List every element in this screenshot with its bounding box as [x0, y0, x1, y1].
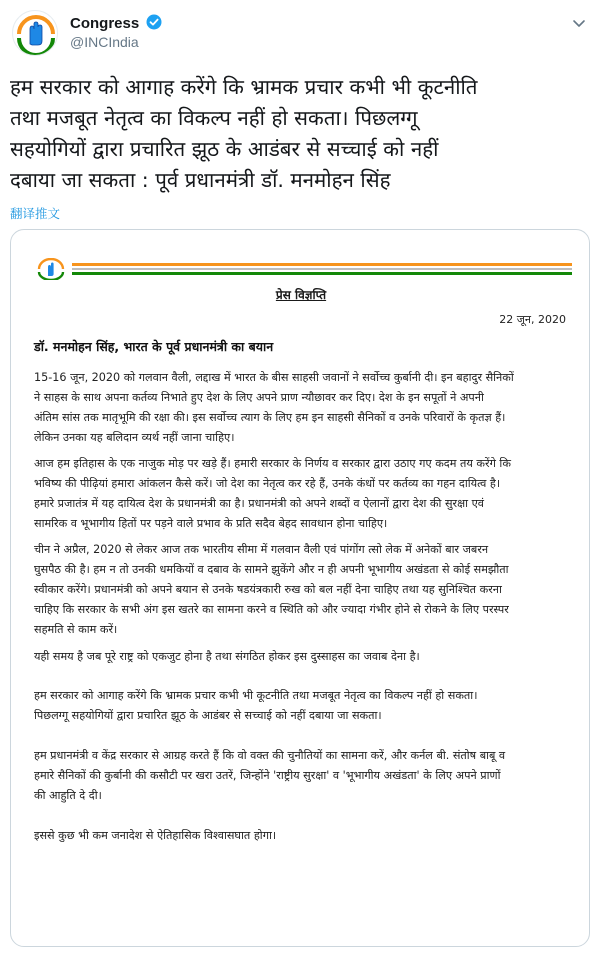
paragraph-line: यही समय है जब पूरे राष्ट्र को एकजुट होना है तथा संगठित होकर इस दुस्साहस का जवाब देना है। [34, 650, 420, 663]
tweet-header [10, 8, 590, 64]
grey-stripe [72, 268, 572, 270]
paragraph-line: सहमति से काम करें। [34, 623, 118, 636]
display-name-text[interactable]: Congress [70, 15, 140, 32]
paragraph-line: पिछलग्गू सहयोगियों द्वारा प्रचारित झूठ के आडंबर से सच्चाई को नहीं दबाया जा सकता। [34, 709, 382, 722]
paragraph-line: भविष्य की पीढ़ियां हमारा आंकलन कैसे करें। जो देश का नेतृत्व कर रहे हैं, उनके कंधों पर कर्तव्य का गहन दायित्व है। [34, 477, 501, 490]
paragraph-line: की आहुति दे दी। [34, 789, 102, 802]
paragraph-line: ने साहस के साथ अपना कर्तव्य निभाते हुए देश के लिए अपने प्राण न्यौछावर कर दिए। देश के इन सपूतों ने अपनी [34, 391, 484, 404]
paragraph-line: इससे कुछ भी कम जनादेश से ऐतिहासिक विश्वासघात होगा। [34, 829, 277, 842]
paragraph-line: हम प्रधानमंत्री व केंद्र सरकार से आग्रह करते हैं कि वो वक्त की चुनौतियों का सामना करें, और कर्नल बी. संतोष बाबू व [34, 749, 506, 762]
paragraph-line: सामरिक व भूभागीय हितों पर पड़ने वाले प्रभाव के प्रति सदैव बेहद सावधान होना चाहिए। [34, 517, 388, 530]
display-name[interactable] [70, 14, 162, 34]
press-release-title: प्रेस विज्ञप्ति [275, 288, 327, 302]
paragraph-line: 15-16 जून, 2020 को गलवान वैली, लद्दाख में भारत के बीस साहसी जवानों ने सर्वोच्च कुर्बानी दी। इन बहादुर सैनिकों [34, 371, 514, 384]
paragraph-5 [34, 686, 570, 726]
paragraph-line: हम सरकार को आगाह करेंगे कि भ्रामक प्रचार कभी भी कूटनीति तथा मजबूत नेतृत्व का विकल्प नहीं हो सकता। [34, 689, 478, 702]
chevron-down-icon[interactable] [570, 14, 588, 32]
translate-tweet-link[interactable]: 翻译推文 [10, 206, 61, 221]
tweet-text-line: तथा मजबूत नेतृत्व का विकल्प नहीं हो सकता। पिछलग्गू [10, 106, 418, 130]
paragraph-7 [34, 826, 570, 846]
paragraph-line: चीन ने अप्रैल, 2020 से लेकर आज तक भारतीय सीमा में गलवान वैली एवं पांगोंग त्सो लेक में अनेकों बार जबरन [34, 543, 489, 556]
statement-heading: डॉ. मनमोहन सिंह, भारत के पूर्व प्रधानमंत्री का बयान [34, 339, 274, 354]
paragraph-2 [34, 454, 570, 534]
paragraph-4 [34, 647, 570, 667]
paragraph-line: अंतिम सांस तक मातृभूमि की रक्षा की। इस सर्वोच्च त्याग के लिए हम इन साहसी सैनिकों व उनके परिवारों के कृतज्ञ हैं। [34, 411, 506, 424]
verified-badge-icon [146, 14, 162, 34]
paragraph-line: स्वीकार करेंगे। प्रधानमंत्री को अपने बयान से उनके षडयंत्रकारी रुख को बल नहीं देना चाहिए तथा यह सुनिश्चित करना [34, 583, 502, 596]
paragraph-line: आज हम इतिहास के एक नाजुक मोड़ पर खड़े हैं। हमारी सरकार के निर्णय व सरकार द्वारा उठाए गए कदम तय करेंगे कि [34, 457, 511, 470]
paragraph-1 [34, 368, 570, 448]
tweet-text-line: सहयोगियों द्वारा प्रचारित झूठ के आडंबर से सच्चाई को नहीं [10, 137, 439, 161]
tweet-text-line: हम सरकार को आगाह करेंगे कि भ्रामक प्रचार कभी भी कूटनीति [10, 75, 478, 99]
paragraph-line: घुसपैठ की है। हम न तो उनकी धमकियों व दबाव के सामने झुकेंगे और न ही अपनी भूभागीय अखंडता से कोई समझौता [34, 563, 509, 576]
congress-hand-logo-icon [36, 258, 66, 280]
document-letterhead [30, 258, 572, 280]
account-handle[interactable]: @INCIndia [70, 34, 139, 50]
tweet-text-line: दबाया जा सकता : पूर्व प्रधानमंत्री डॉ. मनमोहन सिंह [10, 168, 391, 192]
paragraph-line: हमारे सैनिकों की कुर्बानी की कसौटी पर खरा उतरें, जिन्होंने 'राष्ट्रीय सुरक्षा' व 'भूभागीय अखंडता' के लिए अपने प्राणों [34, 769, 501, 782]
paragraph-line: हमारे प्रजातंत्र में यह दायित्व देश के प्रधानमंत्री का है। प्रधानमंत्री को अपने शब्दों व ऐलानों द्वारा देश की सुरक्षा एवं [34, 497, 484, 510]
green-stripe [72, 272, 572, 275]
paragraph-line: चाहिए कि सरकार के सभी अंग इस खतरे का सामना करने व स्थिति को और ज्यादा गंभीर होने से रोकने के लिए परस्पर [34, 603, 509, 616]
attached-image-card[interactable] [10, 229, 590, 947]
paragraph-3 [34, 540, 570, 640]
paragraph-6 [34, 746, 570, 806]
tweet-text [10, 72, 590, 196]
saffron-stripe [72, 263, 572, 266]
paragraph-line: लेकिन उनका यह बलिदान व्यर्थ नहीं जाना चाहिए। [34, 431, 235, 444]
press-release-document [30, 254, 572, 944]
press-release-date: 22 जून, 2020 [499, 313, 566, 326]
congress-hand-logo-icon[interactable] [12, 10, 58, 56]
